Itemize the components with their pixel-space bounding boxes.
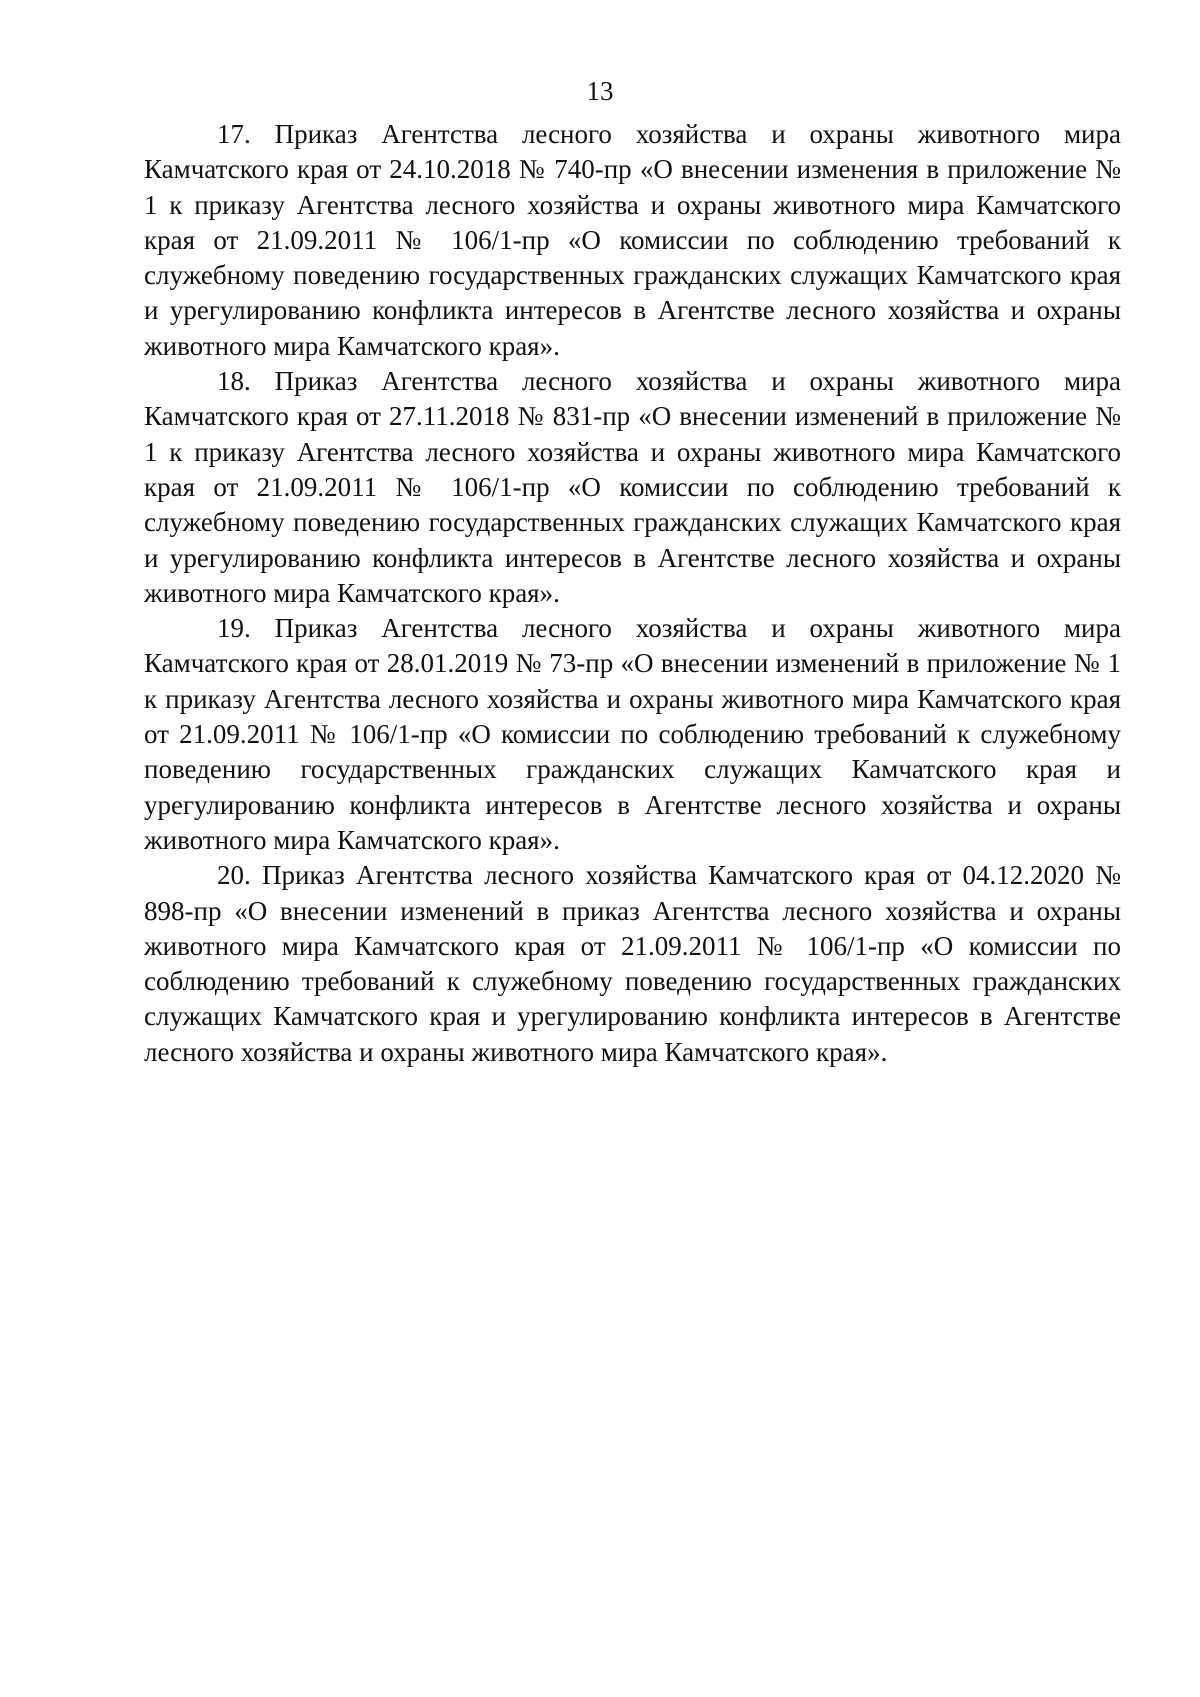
list-item-18: 18. Приказ Агентства лесного хозяйства и охраны животного мира Камчатского края от 27.11.2018 № 831-пр «О внесении изменений в приложение № 1 к приказу Агентства лесного хозяйства и охраны животного мира Камчатского края от 21.09.2011 № 106/1-пр «О комиссии по соблюдению требований к служебному поведению государственных гражданских служащих Камчатского края и урегулированию конфликта интересов в Агентстве лесного хозяйства и охраны животного мира Камчатского края».: [144, 366, 1121, 608]
list-item-19: 19. Приказ Агентства лесного хозяйства и охраны животного мира Камчатского края от 28.01.2019 № 73-пр «О внесении изменений в приложение № 1 к приказу Агентства лесного хозяйства и охраны животного мира Камчатского края от 21.09.2011 № 106/1-пр «О комиссии по соблюдению требований к служебному поведению государственных гражданских служащих Камчатского края и урегулированию конфликта интересов в Агентстве лесного хозяйства и охраны животного мира Камчатского края».: [144, 613, 1121, 855]
list-item-20: 20. Приказ Агентства лесного хозяйства Камчатского края от 04.12.2020 № 898-пр «О внесении изменений в приказ Агентства лесного хозяйства и охраны животного мира Камчатского края от 21.09.2011 № 106/1-пр «О комиссии по соблюдению требований к служебному поведению государственных гражданских служащих Камчатского края и урегулированию конфликта интересов в Агентстве лесного хозяйства и охраны животного мира Камчатского края».: [144, 860, 1121, 1067]
list-item-17: 17. Приказ Агентства лесного хозяйства и охраны животного мира Камчатского края от 24.10.2018 № 740-пр «О внесении изменения в приложение № 1 к приказу Агентства лесного хозяйства и охраны животного мира Камчатского края от 21.09.2011 № 106/1-пр «О комиссии по соблюдению требований к служебному поведению государственных гражданских служащих Камчатского края и урегулированию конфликта интересов в Агентстве лесного хозяйства и охраны животного мира Камчатского края».: [144, 119, 1121, 361]
document-body: [144, 117, 1121, 1070]
page-number: 13: [586, 76, 614, 106]
